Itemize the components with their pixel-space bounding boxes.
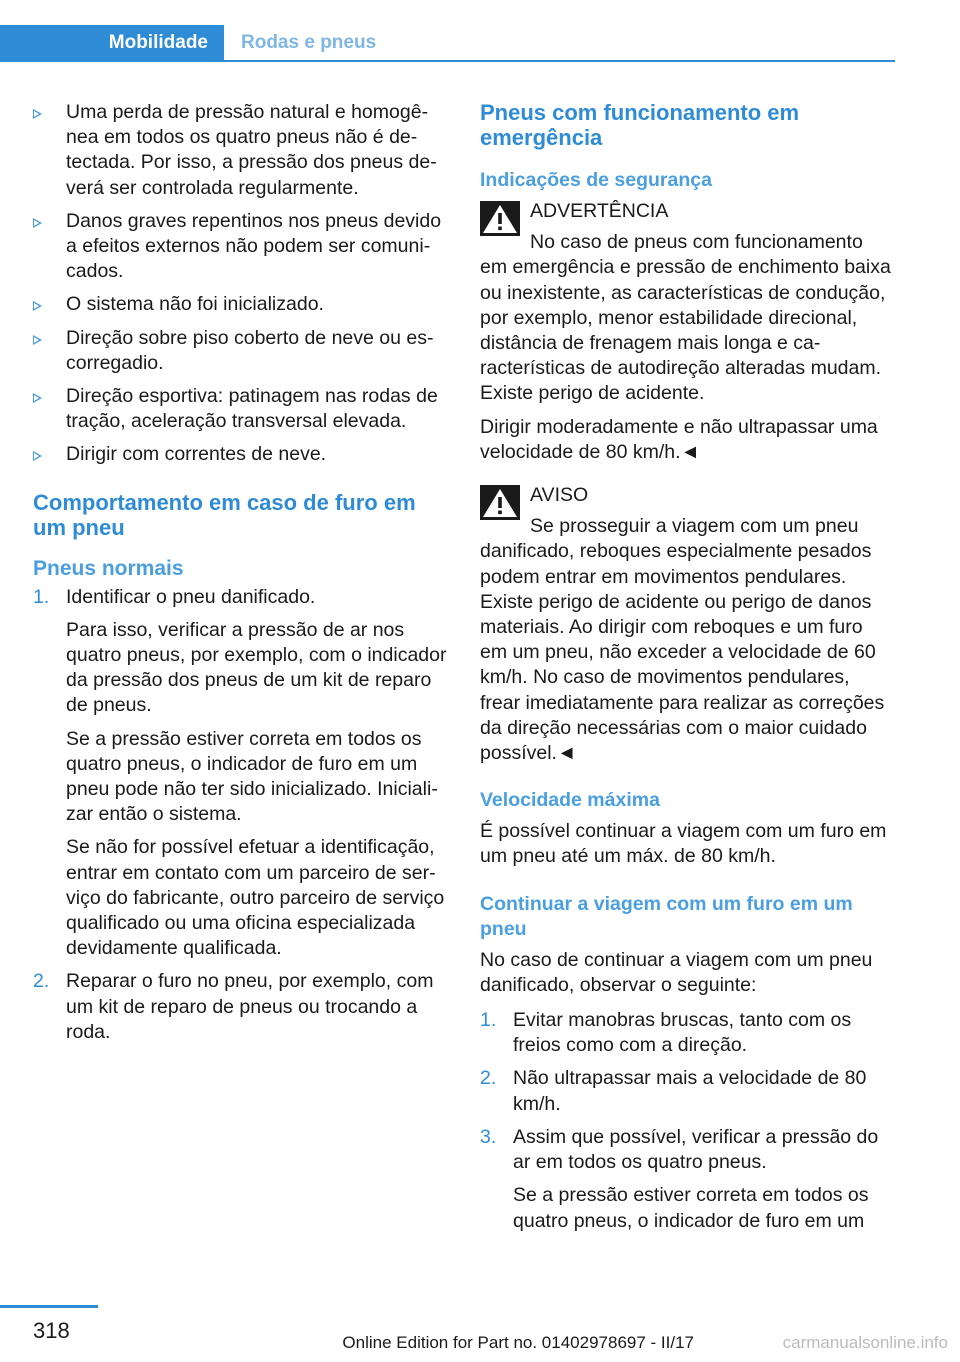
triangle-bullet-icon — [33, 301, 42, 311]
notice-label: AVISO — [530, 484, 589, 507]
notice-text: danificado, reboques especialmente pesados podem entrar em movimentos pendulares. Existe perigo de acidente ou perigo de danos materiais. Ao dirigir com reboques e um furo em um pneu, não exceder a velocidade de 60 km/h. No caso de movimentos pendulares, frear imediatamente para realizar as correções da direção necessárias com o maior cuidado possível.◄ — [480, 540, 885, 765]
list-item: Direção sobre piso coberto de neve ou escorregadio. — [33, 326, 450, 376]
step-number: 2. — [33, 970, 50, 993]
list-item — [480, 1008, 895, 1058]
chapter-tabbar — [0, 25, 895, 62]
continue-title: Continuar a viagem com um furo em um pneu — [480, 892, 853, 940]
triangle-bullet-icon — [33, 218, 42, 228]
tab-underline — [0, 60, 895, 62]
continue-text: No caso de continuar a viagem com um pneu danificado, observar o seguinte: — [480, 948, 873, 996]
step-number: 1. — [33, 585, 50, 608]
section-title: Pneus com funcionamento em emergência — [480, 100, 800, 150]
step-text: Para isso, verificar a pressão de ar nos quatro pneus, por exemplo, com o indicador da pressão dos pneus de um kit de reparo de pneus. — [66, 618, 447, 717]
list-item: Direção esportiva: patinagem nas rodas de tração, aceleração transversal elevada. — [33, 384, 450, 434]
notice-block — [480, 483, 895, 766]
safety-title: Indicações de segurança — [480, 169, 712, 191]
triangle-bullet-icon — [33, 451, 42, 461]
list-item: Uma perda de pressão natural e homogênea em todos os quatro pneus não é detectada. Por isso, a pressão dos pneus deverá ser controlada regularmente. — [33, 100, 450, 201]
watermark: carmanualsonline.info — [782, 1333, 948, 1352]
warning-triangle-icon — [480, 485, 520, 520]
warning-text: No caso de pneus com funcionamento — [530, 231, 863, 254]
section-title: Comportamento em caso de furo em um pneu — [33, 489, 416, 540]
step-number: 1. — [480, 1009, 497, 1032]
step-number: 2. — [480, 1067, 497, 1090]
step-text: Identificar o pneu danificado. — [66, 585, 316, 608]
step-text: Se não for possível efetuar a identificação, entrar em contato com um parceiro de serviço do fabricante, outro parceiro de serviço qualificado ou uma oficina especializada devidamente qualificada. — [66, 836, 445, 960]
step-text: Se a pressão estiver correta em todos os quatro pneus, o indicador de furo em um — [513, 1184, 869, 1232]
step-text: Assim que possível, verificar a pressão do ar em todos os quatro pneus. — [513, 1125, 879, 1174]
warning-text: Dirigir moderadamente e não ultrapassar uma velocidade de 80 km/h.◄ — [480, 415, 878, 463]
list-item: Dirigir com correntes de neve. — [33, 442, 450, 467]
triangle-bullet-icon — [33, 393, 42, 403]
continue-steps-list — [480, 1008, 895, 1234]
steps-list — [33, 585, 450, 1045]
warning-label: ADVERTÊNCIA — [530, 200, 669, 222]
left-column — [33, 100, 450, 1053]
notice-text: Se prosseguir a viagem com um pneu — [530, 515, 859, 538]
warning-block — [480, 199, 895, 465]
subsection-title: Pneus normais — [33, 556, 184, 580]
condition-bullet-list — [33, 100, 450, 468]
tab-rodas-e-pneus[interactable]: Rodas e pneus — [241, 31, 377, 53]
edition-note: Online Edition for Part no. 01402978697 - II/17 — [342, 1333, 694, 1352]
footer-rule — [0, 1305, 98, 1308]
max-speed-title: Velocidade máxima — [480, 789, 660, 812]
list-item: Danos graves repentinos nos pneus devido a efeitos externos não podem ser comunicados. — [33, 209, 450, 285]
triangle-bullet-icon — [33, 335, 42, 345]
page-number: 318 — [33, 1318, 70, 1343]
step-text: Reparar o furo no pneu, por exemplo, com um kit de reparo de pneus ou trocando a roda. — [66, 970, 434, 1043]
step-number: 3. — [480, 1125, 497, 1148]
list-item — [33, 969, 450, 1045]
triangle-bullet-icon — [33, 109, 42, 119]
right-column — [480, 100, 895, 1242]
list-item — [480, 1125, 895, 1234]
list-item — [33, 585, 450, 962]
list-item: O sistema não foi inicializado. — [33, 292, 450, 317]
warning-text: em emergência e pressão de enchimento baixa ou inexistente, as características de condução, por exemplo, menor estabilidade direcional, distância de frenagem mais longa e características de autodireção alteradas mudam. Existe perigo de acidente. — [480, 256, 891, 405]
warning-triangle-icon — [480, 201, 520, 236]
tab-mobilidade[interactable]: Mobilidade — [0, 25, 224, 60]
step-text: Não ultrapassar mais a velocidade de 80 km/h. — [513, 1067, 867, 1115]
list-item — [480, 1066, 895, 1116]
step-text: Evitar manobras bruscas, tanto com os freios como com a direção. — [513, 1009, 852, 1057]
max-speed-text: É possível continuar a viagem com um furo em um pneu até um máx. de 80 km/h. — [480, 820, 887, 868]
step-text: Se a pressão estiver correta em todos os quatro pneus, o indicador de furo em um pneu pode não ter sido inicializado. Inicializar então o sistema. — [66, 727, 438, 826]
